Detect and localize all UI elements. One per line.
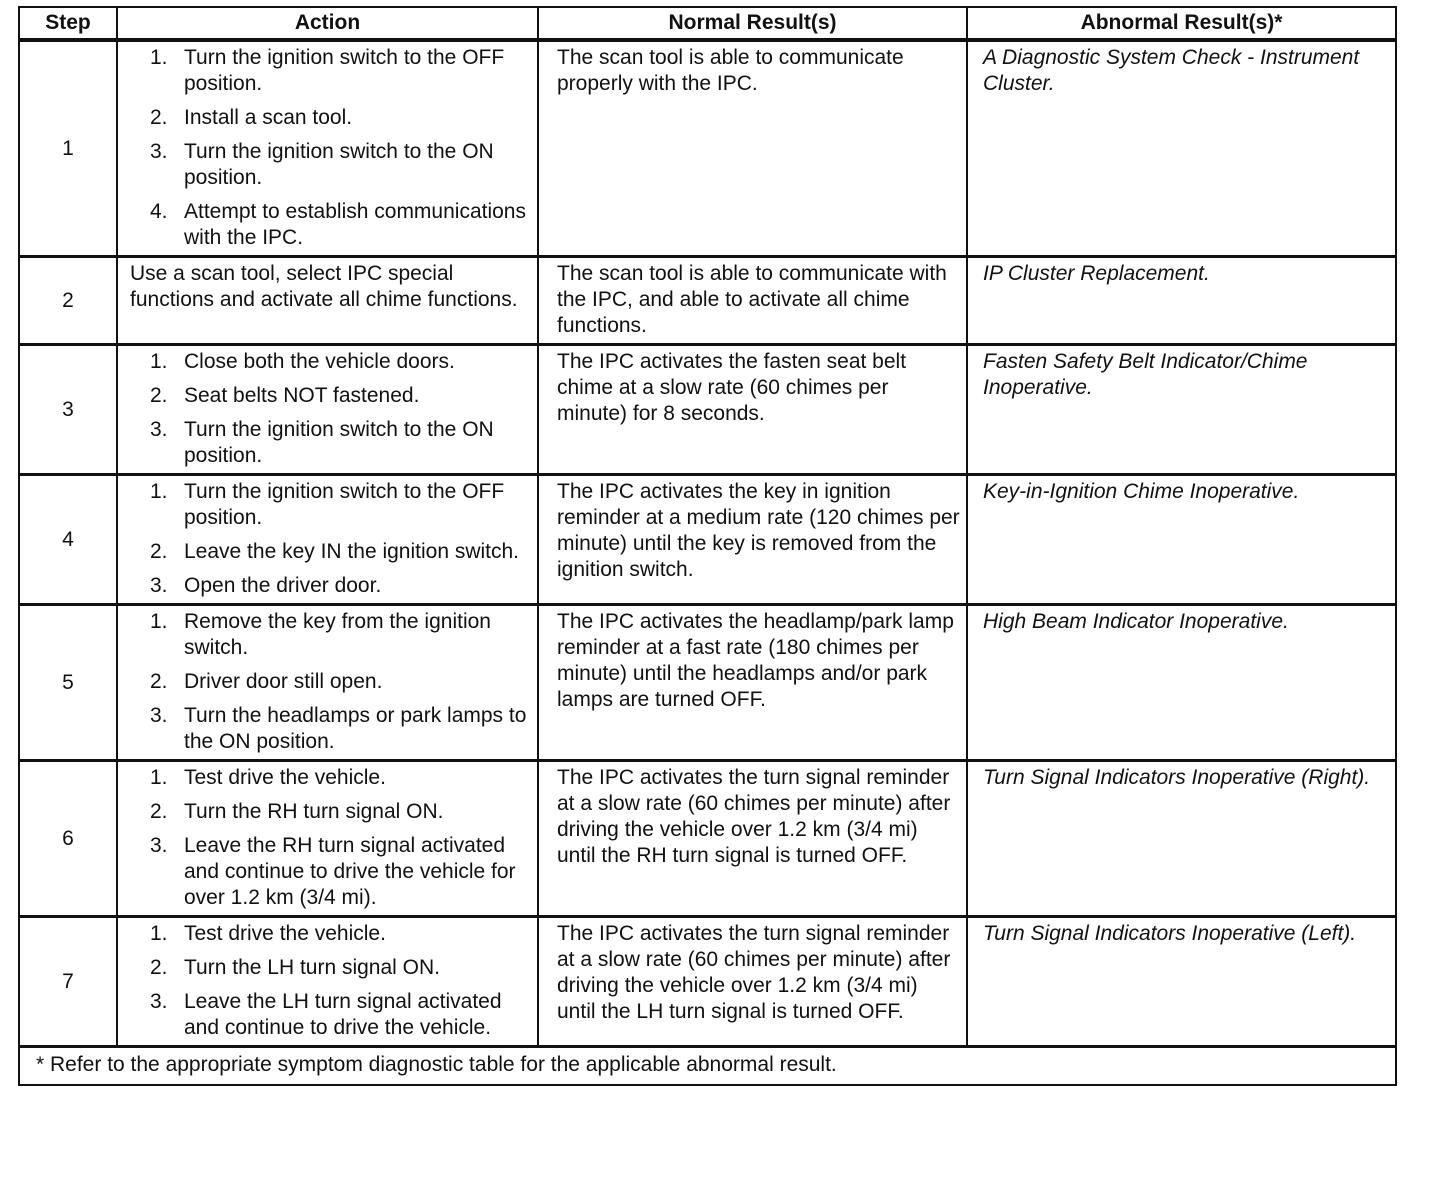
action-item: 3. Open the driver door. — [150, 574, 382, 597]
action-cell — [117, 257, 538, 345]
table-row — [19, 345, 1396, 475]
action-item-text: Turn the LH turn signal ON. — [184, 956, 440, 979]
step-number: 6 — [19, 761, 117, 917]
action-list — [128, 349, 529, 469]
step-number: 7 — [19, 917, 117, 1047]
table-row — [19, 917, 1396, 1047]
diagnostic-table — [18, 6, 1397, 1086]
action-list — [128, 921, 529, 1041]
table-row — [19, 475, 1396, 605]
action-item-text: Driver door still open. — [184, 670, 383, 693]
normal-result: The scan tool is able to communicate properly with the IPC. — [538, 40, 967, 257]
header-abnormal-results: Abnormal Result(s)* — [967, 7, 1396, 40]
table-row — [19, 605, 1396, 761]
action-item-text: Close both the vehicle doors. — [184, 350, 455, 373]
normal-result: The IPC activates the fasten seat belt chime at a slow rate (60 chimes per minute) for 8 seconds. — [538, 345, 967, 475]
step-number: 5 — [19, 605, 117, 761]
action-list — [128, 45, 529, 251]
action-item: 2. Turn the RH turn signal ON. — [150, 800, 444, 823]
table-row — [19, 257, 1396, 345]
header-normal-results: Normal Result(s) — [538, 7, 967, 40]
action-item: 4. Attempt to establish communications with the IPC. — [150, 200, 526, 249]
header-action: Action — [117, 7, 538, 40]
action-cell — [117, 345, 538, 475]
action-item-text: Attempt to establish communications with the IPC. — [184, 200, 526, 249]
action-item: 1. Test drive the vehicle. — [150, 922, 386, 945]
action-item: 2. Leave the key IN the ignition switch. — [150, 540, 520, 563]
abnormal-result: Turn Signal Indicators Inoperative (Right). — [967, 761, 1396, 917]
normal-result: The IPC activates the turn signal reminder at a slow rate (60 chimes per minute) after driving the vehicle over 1.2 km (3/4 mi) until the RH turn signal is turned OFF. — [538, 761, 967, 917]
step-number: 3 — [19, 345, 117, 475]
action-cell — [117, 917, 538, 1047]
action-list — [128, 609, 529, 755]
abnormal-result: A Diagnostic System Check - Instrument Cluster. — [967, 40, 1396, 257]
abnormal-result: Fasten Safety Belt Indicator/Chime Inoperative. — [967, 345, 1396, 475]
action-item-text: Leave the key IN the ignition switch. — [184, 540, 520, 563]
action-item-text: Test drive the vehicle. — [184, 766, 386, 789]
action-text: Use a scan tool, select IPC special functions and activate all chime functions. — [130, 262, 518, 311]
action-item: 2. Driver door still open. — [150, 670, 383, 693]
action-item: 1. Test drive the vehicle. — [150, 766, 386, 789]
normal-result: The scan tool is able to communicate with the IPC, and able to activate all chime functions. — [538, 257, 967, 345]
normal-result: The IPC activates the headlamp/park lamp reminder at a fast rate (180 chimes per minute) until the headlamps and/or park lamps are turned OFF. — [538, 605, 967, 761]
table-row — [19, 40, 1396, 257]
action-item-text: Leave the RH turn signal activated and continue to drive the vehicle for over 1.2 km (3/4 mi). — [184, 834, 516, 909]
action-list — [128, 765, 529, 911]
action-cell — [117, 605, 538, 761]
abnormal-result: Key-in-Ignition Chime Inoperative. — [967, 475, 1396, 605]
action-item: 2. Seat belts NOT fastened. — [150, 384, 420, 407]
action-item-text: Turn the RH turn signal ON. — [184, 800, 444, 823]
action-item: 1. Turn the ignition switch to the OFF position. — [150, 480, 505, 529]
action-item: 3. Leave the RH turn signal activated and continue to drive the vehicle for over 1.2 km (3/4 mi). — [150, 834, 516, 909]
action-item-text: Leave the LH turn signal activated and continue to drive the vehicle. — [184, 990, 502, 1039]
action-item: 1. Remove the key from the ignition switch. — [150, 610, 491, 659]
action-item-text: Turn the ignition switch to the ON position. — [184, 140, 494, 189]
step-number: 1 — [19, 40, 117, 257]
footnote-row — [19, 1047, 1396, 1086]
action-item: 2. Install a scan tool. — [150, 106, 353, 129]
action-item: 1. Close both the vehicle doors. — [150, 350, 455, 373]
footnote: * Refer to the appropriate symptom diagnostic table for the applicable abnormal result. — [19, 1047, 1396, 1086]
action-item-text: Seat belts NOT fastened. — [184, 384, 420, 407]
action-item-text: Remove the key from the ignition switch. — [184, 610, 491, 659]
action-item: 1. Turn the ignition switch to the OFF position. — [150, 46, 505, 95]
action-item-text: Turn the ignition switch to the ON position. — [184, 418, 494, 467]
action-cell — [117, 761, 538, 917]
action-item-text: Open the driver door. — [184, 574, 382, 597]
action-list — [128, 479, 529, 599]
action-item: 3. Turn the ignition switch to the ON position. — [150, 418, 494, 467]
normal-result: The IPC activates the turn signal reminder at a slow rate (60 chimes per minute) after driving the vehicle over 1.2 km (3/4 mi) until the LH turn signal is turned OFF. — [538, 917, 967, 1047]
abnormal-result: IP Cluster Replacement. — [967, 257, 1396, 345]
abnormal-result: Turn Signal Indicators Inoperative (Left). — [967, 917, 1396, 1047]
action-item: 3. Turn the headlamps or park lamps to the ON position. — [150, 704, 527, 753]
action-item-text: Install a scan tool. — [184, 106, 353, 129]
header-step: Step — [19, 7, 117, 40]
step-number: 4 — [19, 475, 117, 605]
step-number: 2 — [19, 257, 117, 345]
action-cell — [117, 40, 538, 257]
table-row — [19, 761, 1396, 917]
action-item: 2. Turn the LH turn signal ON. — [150, 956, 440, 979]
action-item: 3. Leave the LH turn signal activated and continue to drive the vehicle. — [150, 990, 502, 1039]
abnormal-result: High Beam Indicator Inoperative. — [967, 605, 1396, 761]
action-item: 3. Turn the ignition switch to the ON position. — [150, 140, 494, 189]
action-item-text: Turn the ignition switch to the OFF position. — [184, 46, 505, 95]
action-item-text: Turn the headlamps or park lamps to the ON position. — [184, 704, 527, 753]
action-item-text: Turn the ignition switch to the OFF position. — [184, 480, 505, 529]
action-item-text: Test drive the vehicle. — [184, 922, 386, 945]
normal-result: The IPC activates the key in ignition reminder at a medium rate (120 chimes per minute) until the key is removed from the ignition switch. — [538, 475, 967, 605]
header-row — [19, 7, 1396, 40]
action-cell — [117, 475, 538, 605]
